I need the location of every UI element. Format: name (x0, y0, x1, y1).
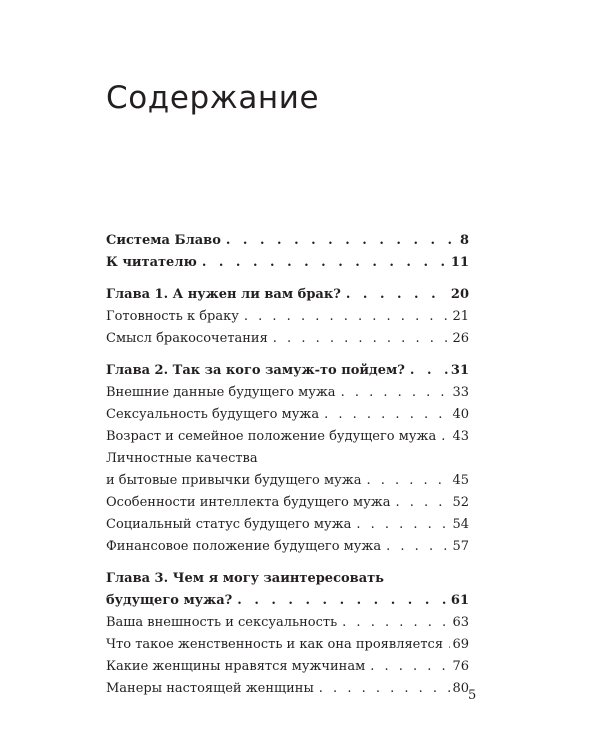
toc-chapter-title: Глава 2. Так за кого замуж-то пойдем? (106, 363, 405, 378)
table-of-contents (106, 233, 469, 703)
toc-entry-page: 52 (452, 495, 469, 510)
toc-entry[interactable] (106, 309, 469, 331)
dot-leader (410, 363, 449, 378)
toc-entry-title: Система Блаво (106, 233, 221, 248)
toc-entry[interactable] (106, 681, 469, 703)
dot-leader (366, 473, 450, 488)
toc-entry[interactable] (106, 495, 469, 517)
toc-chapter-2[interactable] (106, 363, 469, 385)
dot-leader (346, 287, 449, 302)
dot-leader (370, 659, 450, 674)
toc-entry-page: 80 (452, 681, 469, 696)
dot-leader (386, 539, 450, 554)
toc-entry-title: Финансовое положение будущего мужа (106, 539, 382, 554)
toc-entry-title: Готовность к браку (106, 309, 239, 324)
toc-entry-page: 54 (452, 517, 469, 532)
toc-chapter-page: 61 (450, 593, 469, 608)
toc-entry-title: Возраст и семейное положение будущего мужа (106, 429, 437, 444)
dot-leader (202, 255, 449, 270)
toc-entry-page: 43 (452, 429, 469, 444)
toc-entry-page: 11 (450, 255, 469, 270)
toc-entry[interactable] (106, 331, 469, 353)
dot-leader (341, 385, 451, 400)
toc-chapter-1[interactable] (106, 287, 469, 309)
toc-entry-page: 40 (452, 407, 469, 422)
toc-entry[interactable] (106, 429, 469, 451)
toc-entry-title: Смысл бракосочетания (106, 331, 268, 346)
toc-entry-page: 57 (452, 539, 469, 554)
page-title: Содержание (106, 80, 320, 116)
toc-entry[interactable] (106, 385, 469, 407)
toc-chapter-title: будущего мужа? (106, 593, 233, 608)
toc-entry-title: Манеры настоящей женщины (106, 681, 314, 696)
toc-entry-page: 33 (452, 385, 469, 400)
toc-entry[interactable] (106, 407, 469, 429)
toc-entry-title: Ваша внешность и сексуальность (106, 615, 338, 630)
dot-leader (395, 495, 450, 510)
toc-entry[interactable] (106, 659, 469, 681)
page-number: 5 (468, 688, 477, 703)
dot-leader (319, 681, 451, 696)
toc-entry-k-chitatelyu[interactable] (106, 255, 469, 277)
toc-entry-page: 69 (452, 637, 469, 652)
toc-entry-page: 8 (459, 233, 469, 248)
toc-chapter-page: 31 (450, 363, 469, 378)
toc-chapter-title: Глава 1. А нужен ли вам брак? (106, 287, 341, 302)
toc-entry[interactable] (106, 517, 469, 539)
toc-chapter-3-title-line1[interactable]: Глава 3. Чем я могу заинтересовать (106, 571, 384, 586)
dot-leader (244, 309, 451, 324)
toc-entry-title: К читателю (106, 255, 197, 270)
dot-leader (273, 331, 451, 346)
toc-entry-title: Сексуальность будущего мужа (106, 407, 320, 422)
toc-chapter-page: 20 (450, 287, 469, 302)
toc-entry-title: Внешние данные будущего мужа (106, 385, 336, 400)
toc-entry-sistema-blavo[interactable] (106, 233, 469, 255)
dot-leader (237, 593, 449, 608)
toc-entry-page: 21 (452, 309, 469, 324)
toc-entry-title: Социальный статус будущего мужа (106, 517, 352, 532)
toc-chapter-3[interactable] (106, 593, 469, 615)
toc-entry[interactable] (106, 637, 469, 659)
toc-entry-page: 76 (452, 659, 469, 674)
dot-leader (342, 615, 450, 630)
toc-entry[interactable] (106, 539, 469, 561)
toc-entry[interactable] (106, 615, 469, 637)
dot-leader (448, 637, 450, 652)
toc-entry-title: Какие женщины нравятся мужчинам (106, 659, 366, 674)
toc-entry-page: 63 (452, 615, 469, 630)
toc-entry-title: и бытовые привычки будущего мужа (106, 473, 362, 488)
toc-entry-title-line1[interactable]: Личностные качества (106, 451, 258, 466)
dot-leader (226, 233, 458, 248)
toc-entry-title: Что такое женственность и как она проявляется (106, 637, 444, 652)
dot-leader (324, 407, 450, 422)
dot-leader (356, 517, 450, 532)
toc-entry-title: Особенности интеллекта будущего мужа (106, 495, 391, 510)
toc-entry-page: 26 (452, 331, 469, 346)
toc-entry[interactable] (106, 473, 469, 495)
dot-leader (441, 429, 450, 444)
toc-entry-page: 45 (452, 473, 469, 488)
